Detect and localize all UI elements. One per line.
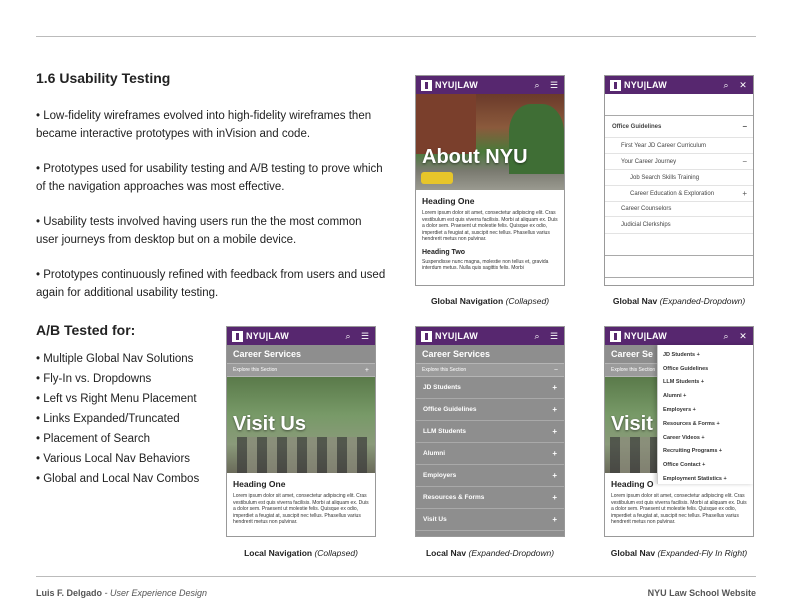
logo-text: NYU|LAW (435, 80, 478, 90)
ab-item: • Left vs Right Menu Placement (36, 393, 197, 405)
local-nav-item[interactable]: Resources & Forms + (416, 487, 564, 509)
caption-mock5: Global Nav (Expanded-Fly In Right) (610, 548, 748, 558)
nyu-law-logo[interactable] (421, 80, 478, 91)
explore-toggle[interactable]: Explore this Section − (416, 363, 564, 377)
bullet-3: • Usability tests involved having users run the the most common user journeys from desktop but on a mobile device. (36, 216, 362, 246)
torch-icon (610, 80, 621, 91)
nav-bar (416, 327, 564, 345)
flyin-item[interactable]: JD Students + (663, 351, 700, 358)
close-icon[interactable]: ✕ (739, 330, 747, 341)
torch-icon (421, 331, 432, 342)
nav-item-alumni[interactable]: Alumni + (605, 256, 753, 278)
nav-bar (605, 327, 753, 345)
logo-text: NYU|LAW (624, 80, 667, 90)
logo-text: NYU|LAW (246, 331, 289, 341)
ab-list (36, 349, 199, 489)
hero-image (227, 377, 375, 473)
search-icon[interactable]: ⌕ (723, 330, 729, 341)
footer-project: NYU Law School Website (647, 588, 756, 598)
hamburger-icon[interactable]: ☰ (549, 79, 559, 90)
local-nav-item[interactable]: LLM Students + (416, 421, 564, 443)
hero-title: Visit Us (233, 413, 306, 435)
search-icon[interactable]: ⌕ (723, 79, 729, 90)
torch-icon (232, 331, 243, 342)
body-text: Lorem ipsum dolor sit amet, consectetur adipiscing elit. Cras vestibulum est quis viverra facilisis. Morbi at aliquam ex. Duis a dolor sem. Praesent ut molestie felis. Quisque ex odio, imperdiet a feugiat at, suscipit nec tellus. Phasellus varius hendrerit metus non pulvinar. (422, 210, 558, 242)
hero-title: Visit (611, 413, 653, 435)
nav-subitem[interactable]: First Year JD Career Curriculum (605, 138, 753, 154)
flyin-item[interactable]: LLM Students + (663, 379, 705, 386)
local-nav-title: Career Services (227, 345, 375, 363)
ab-item: • Various Local Nav Behaviors (36, 453, 191, 465)
description-bullets (36, 107, 386, 319)
close-icon[interactable]: ✕ (739, 79, 747, 90)
logo-text: NYU|LAW (624, 331, 667, 341)
search-icon[interactable]: ⌕ (534, 330, 540, 341)
heading-one: Heading One (233, 479, 286, 489)
nyu-law-logo[interactable] (421, 331, 478, 342)
caption-mock4: Local Nav (Expanded-Dropdown) (425, 548, 555, 558)
flyin-item[interactable]: Career Videos + (663, 434, 705, 441)
body-text-2: Suspendisse nunc magna, molestie non tellus et, gravida interdum metus. Nulla quis sagittis felis. Morbi (422, 258, 549, 271)
ab-item: • Multiple Global Nav Solutions (36, 353, 194, 365)
nyu-law-logo[interactable] (610, 331, 667, 342)
nav-subsubitem[interactable]: Job Search Skills Training (605, 170, 753, 186)
flyin-item[interactable]: Recruiting Programs + (663, 448, 723, 455)
hero-image (416, 94, 564, 190)
people-shape (610, 437, 660, 473)
local-nav-item[interactable]: Visit Us + (416, 509, 564, 531)
local-nav-title: Career Se (605, 345, 753, 363)
mock-local-nav-dropdown (415, 326, 565, 537)
torch-icon (610, 331, 621, 342)
heading-two: Heading Two (422, 248, 466, 256)
mock-global-nav-collapsed (415, 75, 565, 286)
flyin-item[interactable]: Employment Statistics + (663, 476, 727, 483)
heading-one: Heading O (611, 479, 654, 489)
nav-bar (227, 327, 375, 345)
search-icon[interactable]: ⌕ (534, 79, 540, 90)
search-icon[interactable]: ⌕ (345, 330, 351, 341)
ab-title: A/B Tested for: (36, 322, 136, 338)
nav-bar (605, 76, 753, 94)
flyin-item[interactable]: Office Guidelines (663, 365, 709, 372)
bullet-2: • Prototypes used for usability testing and A/B testing to prove which of the navigation approaches was most effective. (36, 163, 383, 193)
local-nav-item[interactable]: Alumni + (416, 443, 564, 465)
hamburger-icon[interactable]: ☰ (549, 330, 559, 341)
people-shape (237, 437, 367, 473)
nav-item-office-guidelines[interactable]: Office Guidelines − (605, 116, 753, 138)
explore-toggle[interactable]: Explore this Section + (227, 363, 375, 377)
mock-global-nav-flyin (604, 326, 754, 537)
local-nav-title: Career Services (416, 345, 564, 363)
hamburger-icon[interactable]: ☰ (360, 330, 370, 341)
local-nav-item[interactable]: Employers + (416, 465, 564, 487)
nav-subsubitem[interactable]: Career Education & Exploration + (605, 186, 753, 202)
torch-icon (421, 80, 432, 91)
body-text: Lorem ipsum dolor sit amet, consectetur adipiscing elit. Cras vestibulum est quis viverra facilisis. Morbi at aliquam ex. Duis a dolor sem. Praesent ut molestie felis. Quisque ex odio, imperdiet a feugiat at, suscipit nec tellus. Phasellus varius hendrerit metus non pulvinar. (611, 493, 747, 525)
flyin-item[interactable]: Alumni + (663, 393, 687, 400)
section-title: 1.6 Usability Testing (36, 70, 171, 86)
hero-title: About NYU (422, 146, 528, 168)
caption-mock1: Global Navigation (Collapsed) (430, 296, 550, 306)
ab-item: • Placement of Search (36, 433, 150, 445)
footer-author: Luis F. Delgado - User Experience Design (36, 588, 208, 598)
bottom-rule (36, 576, 756, 577)
mock-local-nav-collapsed (226, 326, 376, 537)
nav-item-llm-students[interactable]: LLM Students + (605, 234, 753, 256)
top-rule (36, 36, 756, 37)
nav-bar (416, 76, 564, 94)
flyin-menu (657, 345, 754, 484)
flyin-item[interactable]: Office Contact + (663, 462, 706, 469)
bullet-1: • Low-fidelity wireframes evolved into high-fidelity wireframes then became interactive prototypes with inVision and code. (36, 110, 372, 140)
caption-mock2: Global Nav (Expanded-Dropdown) (612, 296, 746, 306)
local-nav-item[interactable]: JD Students + (416, 377, 564, 399)
nav-subitem[interactable]: Your Career Journey − (605, 154, 753, 170)
nav-subitem[interactable]: Career Counselors (605, 202, 753, 217)
ab-item: • Global and Local Nav Combos (36, 473, 200, 485)
taxi-shape (421, 172, 453, 184)
explore-toggle[interactable]: Explore this Section (605, 363, 753, 377)
nyu-law-logo[interactable] (610, 80, 667, 91)
caption-mock3: Local Navigation (Collapsed) (244, 548, 358, 558)
logo-text: NYU|LAW (435, 331, 478, 341)
nav-subitem[interactable]: Judicial Clerkships (605, 217, 753, 234)
mock-global-nav-dropdown (604, 75, 754, 286)
building-shape (416, 94, 476, 154)
ab-item: • Fly-In vs. Dropdowns (36, 373, 152, 385)
nav-item-jd-students[interactable]: JD Students + (605, 94, 753, 116)
heading-one: Heading One (422, 196, 475, 206)
ab-item: • Links Expanded/Truncated (36, 413, 180, 425)
nyu-law-logo[interactable] (232, 331, 289, 342)
flyin-item[interactable]: Employers + (663, 407, 696, 414)
bullet-4: • Prototypes continuously refined with feedback from users and used again for additional usability testing. (36, 269, 386, 299)
local-nav-item[interactable]: Office Guidelines + (416, 399, 564, 421)
body-text: Lorem ipsum dolor sit amet, consectetur adipiscing elit. Cras vestibulum est quis viverra facilisis. Morbi at aliquam ex. Duis a dolor sem. Praesent ut molestie felis. Quisque ex odio, imperdiet a feugiat at, suscipit nec tellus. Phasellus varius hendrerit metus non pulvinar. (233, 493, 369, 525)
flyin-item[interactable]: Resources & Forms + (663, 420, 720, 427)
